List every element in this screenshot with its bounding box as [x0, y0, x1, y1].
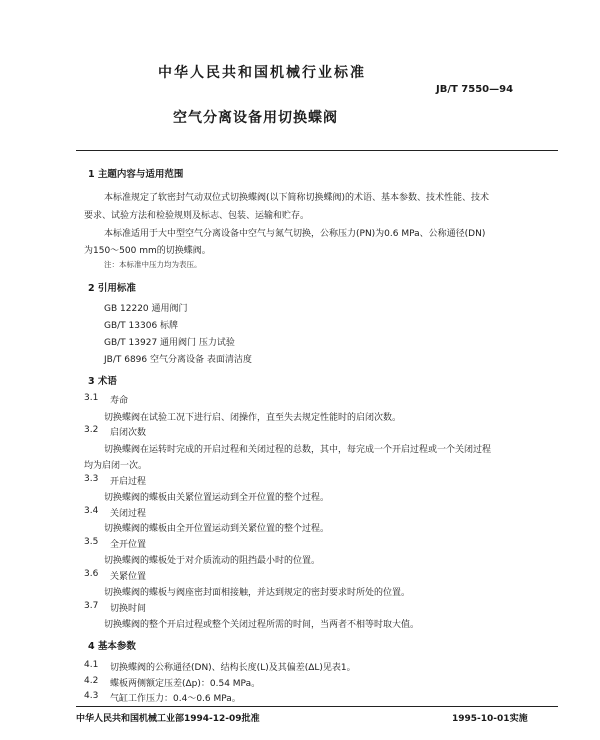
section-1-paragraph-2-cont: 为150～500 mm的切换蝶阀。 [84, 246, 211, 256]
reference-item: GB 12220 通用阀门 [104, 304, 188, 314]
reference-item: GB/T 13306 标牌 [104, 321, 179, 331]
section-3-heading: 3 术语 [88, 376, 117, 387]
standard-number: JB/T 7550—94 [436, 84, 514, 95]
approval-line: 中华人民共和国机械工业部1994-12-09批准 [76, 714, 260, 724]
term-number: 3.5 [84, 537, 99, 547]
section-1-paragraph-1: 本标准规定了软密封气动双位式切换蝶阀(以下简称切换蝶阀)的术语、基本参数、技术性能、技术 [104, 193, 490, 203]
term-definition: 切换蝶阀在试验工况下进行启、闭操作，直至失去规定性能时的启闭次数。 [104, 413, 402, 423]
clause-text: 切换蝶阀的公称通径(DN)、结构长度(L)及其偏差(ΔL)见表1。 [110, 663, 356, 673]
term-definition: 切换蝶阀的整个开启过程或整个关闭过程所需的时间，当两者不相等时取大值。 [104, 620, 420, 630]
clause-number: 4.2 [84, 676, 99, 686]
term-name: 寿命 [110, 396, 129, 406]
section-4-heading: 4 基本参数 [88, 641, 136, 652]
clause-text: 蝶板两侧额定压差(Δp)：0.54 MPa。 [110, 679, 261, 689]
reference-item: GB/T 13927 通用阀门 压力试验 [104, 338, 235, 348]
clause-number: 4.3 [84, 691, 99, 701]
header-divider [76, 150, 558, 151]
term-name: 关闭过程 [110, 509, 147, 519]
clause-text: 气缸工作压力：0.4～0.6 MPa。 [110, 694, 241, 704]
term-definition: 切换蝶阀的蝶板与阀座密封面相接触，并达到规定的密封要求时所处的位置。 [104, 588, 411, 598]
term-name: 切换时间 [110, 604, 147, 614]
section-1-paragraph-2: 本标准适用于大中型空气分离设备中空气与氮气切换，公称压力(PN)为0.6 MPa、公称通径(DN) [104, 229, 486, 239]
clause-number: 4.1 [84, 660, 99, 670]
term-definition-cont: 均为启闭一次。 [84, 461, 148, 471]
term-name: 全开位置 [110, 540, 147, 550]
implementation-date: 1995-10-01实施 [452, 714, 528, 724]
document-title: 空气分离设备用切换蝶阀 [173, 110, 338, 126]
section-2-heading: 2 引用标准 [88, 283, 136, 294]
footer-divider [76, 706, 558, 707]
term-number: 3.3 [84, 474, 99, 484]
term-number: 3.1 [84, 393, 99, 403]
term-definition: 切换蝶阀的蝶板处于对介质流动的阻挡最小时的位置。 [104, 556, 321, 566]
section-1-note: 注：本标准中压力均为表压。 [104, 260, 202, 269]
term-name: 开启过程 [110, 477, 147, 487]
section-1-paragraph-1-cont: 要求、试验方法和检验规则及标志、包装、运输和贮存。 [84, 211, 310, 221]
term-number: 3.6 [84, 569, 99, 579]
term-definition: 切换蝶阀的蝶板由全开位置运动到关紧位置的整个过程。 [104, 524, 330, 534]
section-1-heading: 1 主题内容与适用范围 [88, 169, 184, 180]
term-number: 3.4 [84, 506, 99, 516]
standard-title: 中华人民共和国机械行业标准 [158, 65, 366, 81]
term-number: 3.7 [84, 601, 99, 611]
term-number: 3.2 [84, 425, 99, 435]
term-definition: 切换蝶阀的蝶板由关紧位置运动到全开位置的整个过程。 [104, 493, 330, 503]
term-definition: 切换蝶阀在运转时完成的开启过程和关闭过程的总数，其中，每完成一个开启过程或一个关闭过程 [104, 445, 492, 455]
reference-item: JB/T 6896 空气分离设备 表面清洁度 [104, 355, 252, 365]
term-name: 启闭次数 [110, 428, 147, 438]
term-name: 关紧位置 [110, 572, 147, 582]
